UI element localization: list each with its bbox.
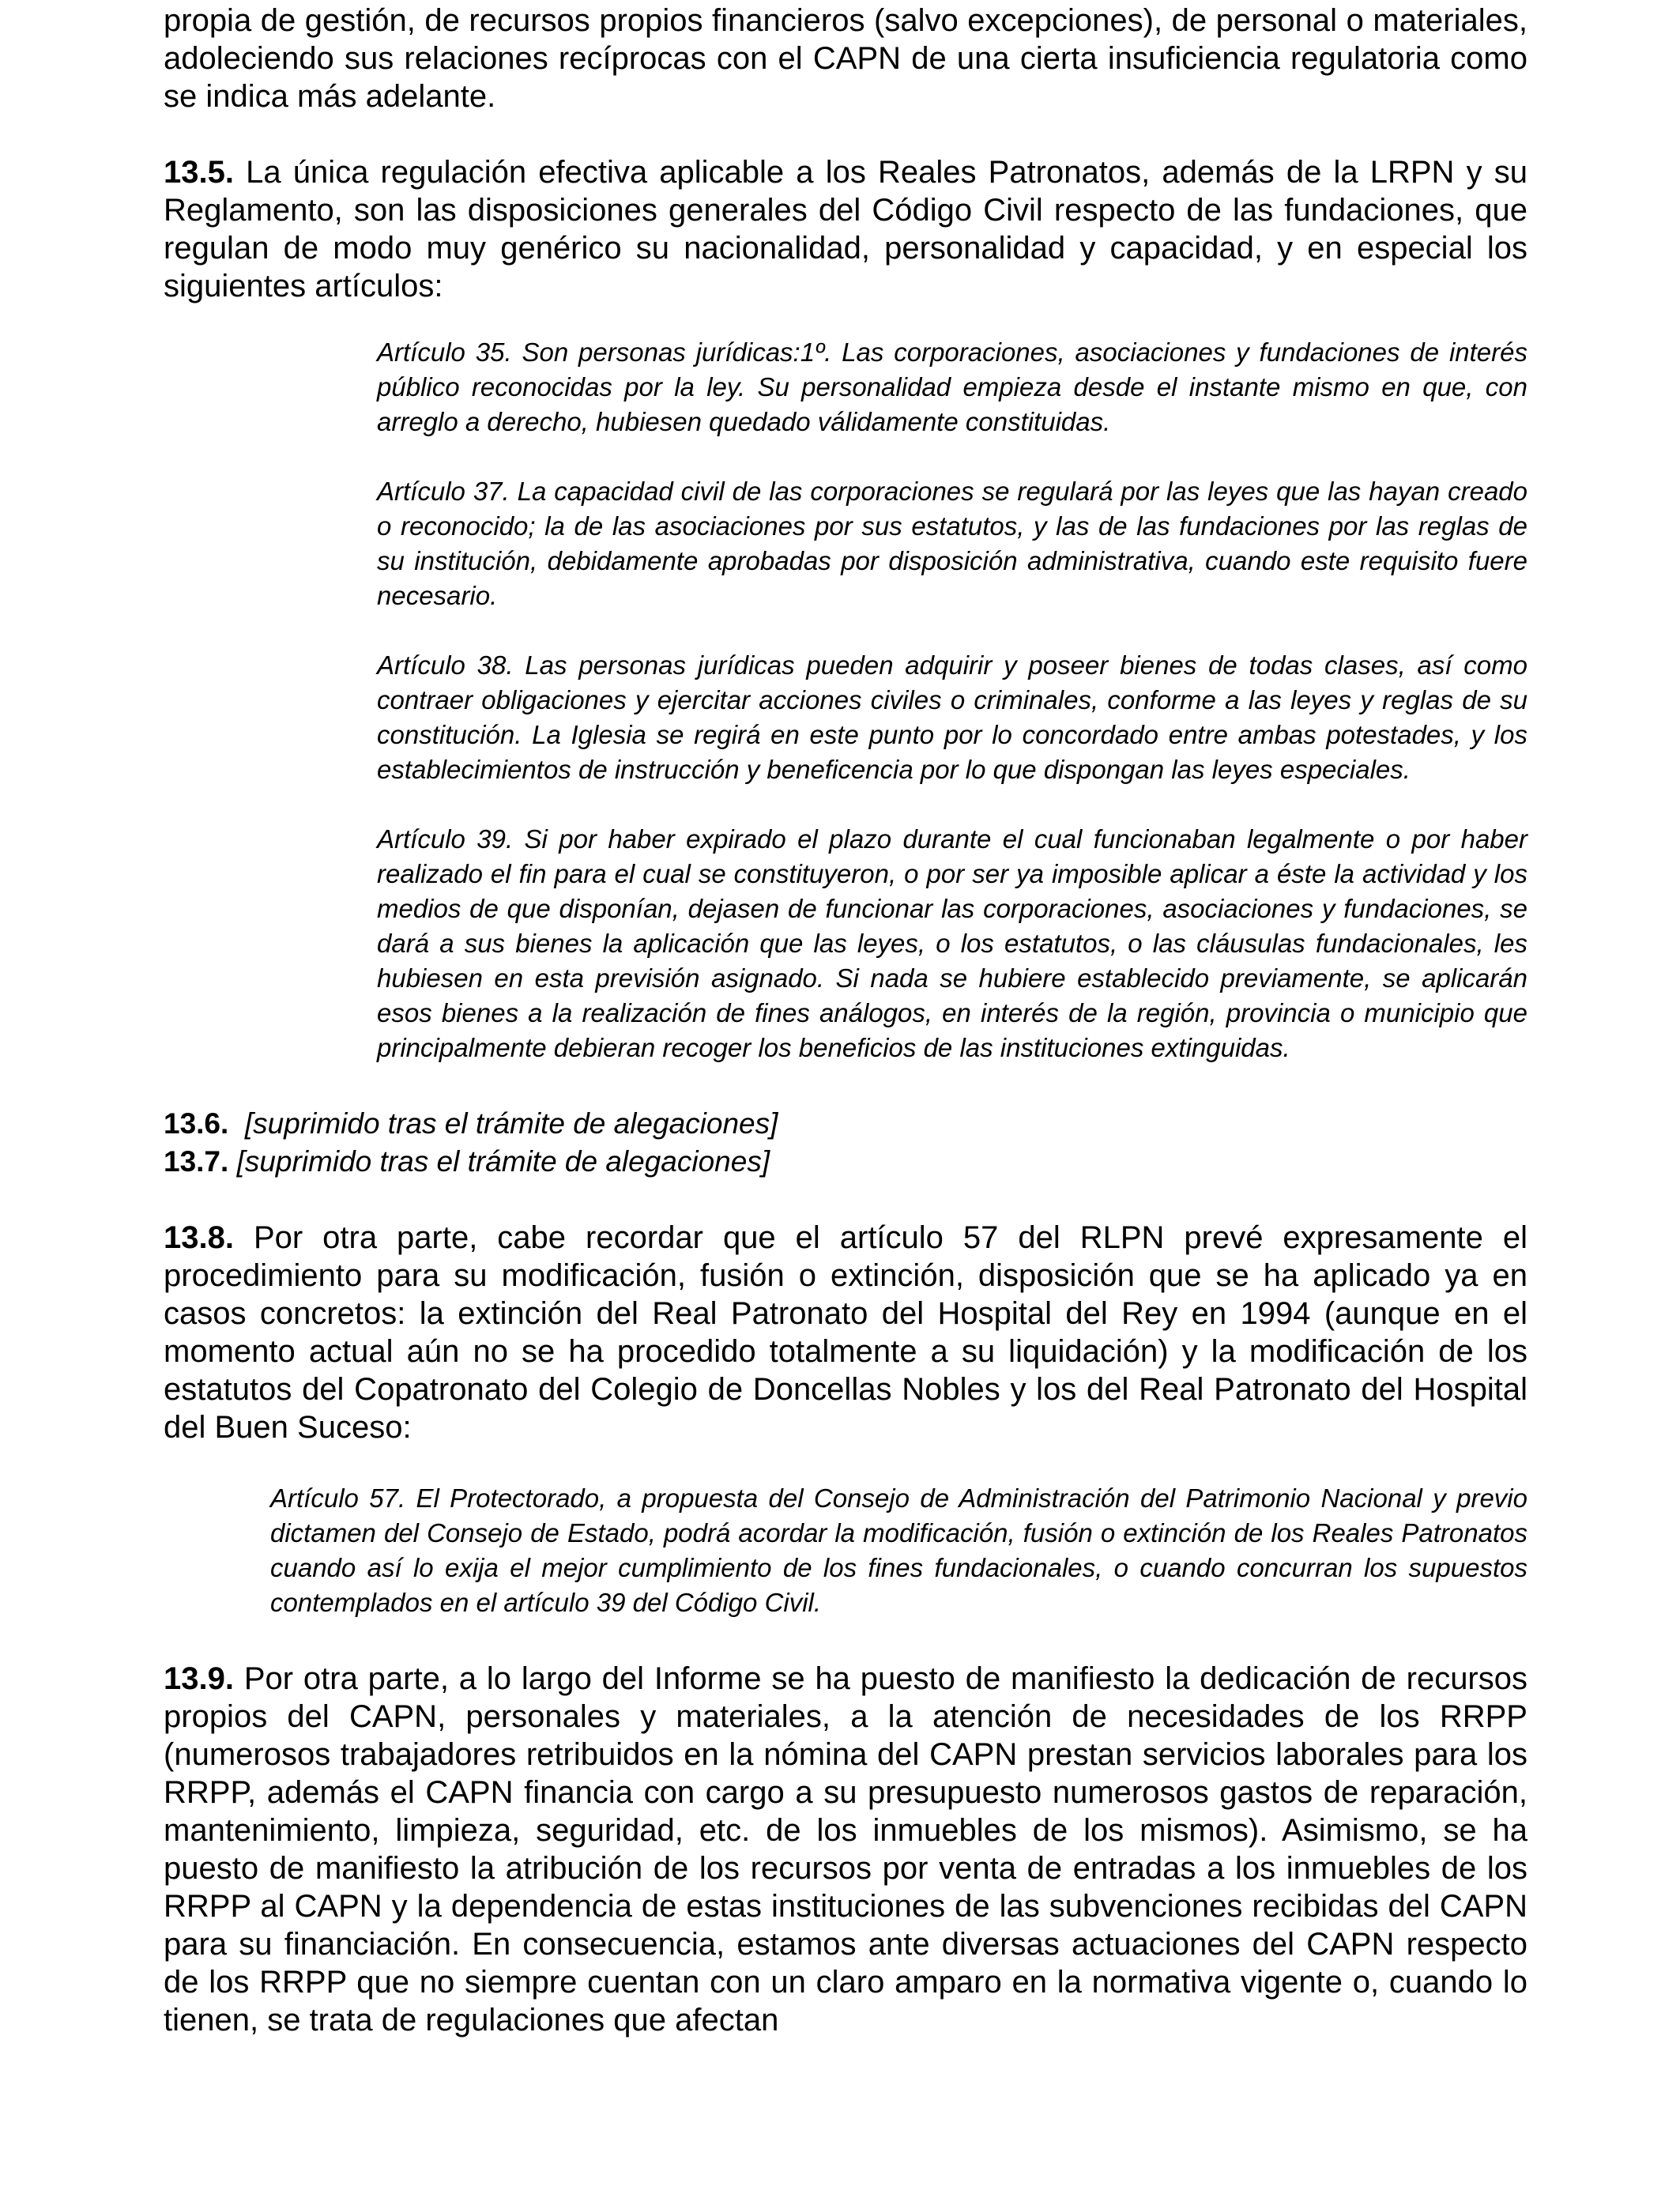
section-number: 13.7.: [164, 1145, 229, 1178]
paragraph-text: [suprimido tras el trámite de alegaciones]: [228, 1107, 778, 1140]
section-number: 13.5.: [164, 155, 234, 190]
section-number: 13.6.: [164, 1107, 229, 1140]
section-number: 13.9.: [164, 1661, 234, 1696]
paragraph-13-6: [164, 1105, 1527, 1143]
paragraph-text: propia de gestión, de recursos propios financieros (salvo excepciones), de personal o materiales, adoleciendo sus relaciones recíprocas con el CAPN de una cierta insuficiencia regulatoria como se indica más adelante.: [164, 3, 1527, 114]
quote-text: Artículo 38. Las personas jurídicas pueden adquirir y poseer bienes de todas clases, así como contraer obligaciones y ejercitar acciones civiles o criminales, conforme a las leyes y reglas de su constitución. La Iglesia se regirá en este punto por lo concordado entre ambas potestades, y los establecimientos de instrucción y beneficencia por lo que dispongan las leyes especiales.: [377, 650, 1527, 784]
paragraph-text: La única regulación efectiva aplicable a los Reales Patronatos, además de la LRPN y su Reglamento, son las disposiciones generales del Código Civil respecto de las fundaciones, que regulan de modo muy genérico su nacionalidad, personalidad y capacidad, y en especial los siguientes artículos:: [164, 155, 1527, 303]
quote-article-38: [377, 648, 1527, 787]
paragraph-text: Por otra parte, a lo largo del Informe se ha puesto de manifiesto la dedicación de recursos propios del CAPN, personales y materiales, a la atención de necesidades de los RRPP (numerosos trabajadores retribuidos en la nómina del CAPN prestan servicios laborales para los RRPP, además el CAPN financia con cargo a su presupuesto numerosos gastos de reparación, mantenimiento, limpieza, seguridad, etc. de los inmuebles de los mismos). Asimismo, se ha puesto de manifiesto la atribución de los recursos por venta de entradas a los inmuebles de los RRPP al CAPN y la dependencia de estas instituciones de las subvenciones recibidas del CAPN para su financiación. En consecuencia, estamos ante diversas actuaciones del CAPN respecto de los RRPP que no siempre cuentan con un claro amparo en la normativa vigente o, cuando lo tienen, se trata de regulaciones que afectan: [164, 1661, 1527, 2038]
quote-text: Artículo 35. Son personas jurídicas:1º. Las corporaciones, asociaciones y fundaciones de interés público reconocidas por la ley. Su personalidad empieza desde el instante mismo en que, con arreglo a derecho, hubiesen quedado válidamente constituidas.: [377, 337, 1527, 436]
paragraph-text: [suprimido tras el trámite de alegaciones]: [228, 1145, 770, 1178]
paragraph-13-8: [164, 1219, 1527, 1446]
quote-text: Artículo 39. Si por haber expirado el plazo durante el cual funcionaban legalmente o por haber realizado el fin para el cual se constituyeron, o por ser ya imposible aplicar a éste la actividad y los medios de que disponían, dejasen de funcionar las corporaciones, asociaciones y fundaciones, se dará a sus bienes la aplicación que las leyes, o los estatutos, o las cláusulas fundacionales, les hubiesen en esta previsión asignado. Si nada se hubiere establecido previamente, se aplicarán esos bienes a la realización de fines análogos, en interés de la región, provincia o municipio que principalmente debieran recoger los beneficios de las instituciones extinguidas.: [377, 824, 1527, 1062]
quote-text: Artículo 37. La capacidad civil de las corporaciones se regulará por las leyes que las hayan creado o reconocido; la de las asociaciones por sus estatutos, y las de las fundaciones por las reglas de su institución, debidamente aprobadas por disposición administrativa, cuando este requisito fuere necesario.: [377, 477, 1527, 610]
paragraph-13-9: [164, 1660, 1527, 2039]
document-page: [164, 0, 1527, 2039]
paragraph-13-7: [164, 1143, 1527, 1181]
quote-article-39: [377, 822, 1527, 1065]
quote-article-35: [377, 335, 1527, 439]
paragraph-continued: [164, 2, 1527, 115]
quote-article-57: [270, 1481, 1527, 1620]
paragraph-text: Por otra parte, cabe recordar que el artículo 57 del RLPN prevé expresamente el procedimiento para su modificación, fusión o extinción, disposición que se ha aplicado ya en casos concretos: la extinción del Real Patronato del Hospital del Rey en 1994 (aunque en el momento actual aún no se ha procedido totalmente a su liquidación) y la modificación de los estatutos del Copatronato del Colegio de Doncellas Nobles y los del Real Patronato del Hospital del Buen Suceso:: [164, 1220, 1527, 1445]
paragraph-13-5: [164, 153, 1527, 305]
quote-text: Artículo 57. El Protectorado, a propuesta del Consejo de Administración del Patrimonio Nacional y previo dictamen del Consejo de Estado, podrá acordar la modificación, fusión o extinción de los Reales Patronatos cuando así lo exija el mejor cumplimiento de los fines fundacionales, o cuando concurran los supuestos contemplados en el artículo 39 del Código Civil.: [270, 1483, 1527, 1617]
quote-article-37: [377, 474, 1527, 613]
section-number: 13.8.: [164, 1220, 234, 1255]
